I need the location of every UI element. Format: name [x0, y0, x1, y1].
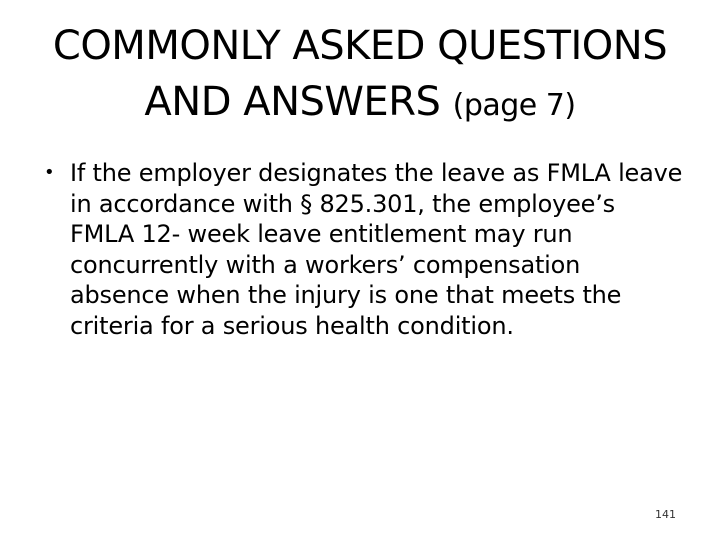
bullet-item [44, 158, 684, 341]
title-page-reference: (page 7) [452, 88, 576, 123]
bullet-text: If the employer designates the leave as FMLA leave in accordance with § 825.301, the employee’s FMLA 12- week leave entitlement may run concurrently with a workers’ compensation absence when the injury is one that meets the criteria for a serious health condition. [70, 159, 683, 340]
slide-number: 141 [655, 508, 676, 521]
bullet-list [44, 158, 684, 341]
slide-title [0, 18, 720, 134]
title-line-1: COMMONLY ASKED QUESTIONS [52, 23, 668, 69]
bullet-dot-icon: • [44, 162, 55, 183]
title-line-2-main: AND ANSWERS [144, 79, 453, 125]
title-line-2 [0, 74, 720, 134]
